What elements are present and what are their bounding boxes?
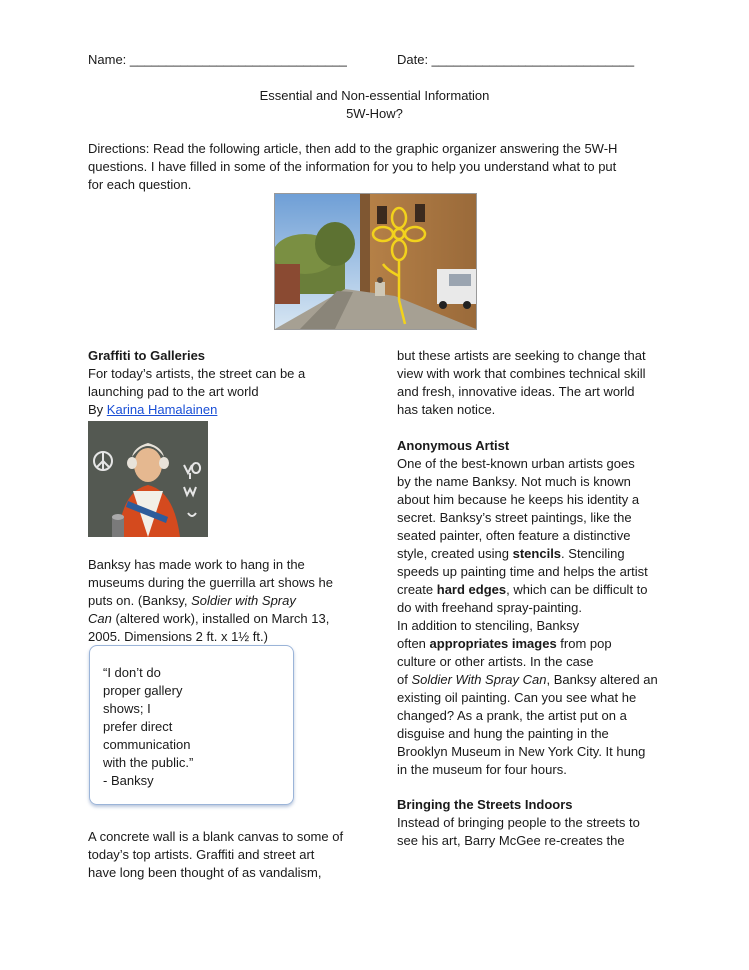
paragraph-line: disguise and hung the painting in the	[397, 726, 609, 741]
text: style, created using	[397, 546, 513, 561]
paragraph-line	[397, 545, 658, 563]
article-subtitle: launching pad to the art world	[88, 384, 259, 399]
paragraph-line: have long been thought of as vandalism,	[88, 865, 322, 880]
paragraph-line: today’s top artists. Graffiti and street art	[88, 847, 315, 862]
directions-line: Directions: Read the following article, then add to the graphic organizer answering the 5W-H	[88, 141, 618, 156]
paragraph-line: but these artists are seeking to change that	[397, 348, 646, 363]
paragraph-line: do with freehand spray-painting.	[397, 600, 583, 615]
article-title: Graffiti to Galleries	[88, 348, 206, 363]
intro-paragraph	[88, 828, 343, 882]
paragraph-line	[397, 581, 658, 599]
paragraph-line: about him because he keeps his identity a	[397, 492, 640, 507]
name-field-label: Name: ______________________________	[88, 52, 347, 67]
text: from pop	[556, 636, 612, 651]
banksy-quote-box	[89, 645, 294, 805]
bringing-streets-heading: Bringing the Streets Indoors	[397, 797, 573, 812]
text: , Banksy altered an	[546, 672, 658, 687]
paragraph-line: In addition to stenciling, Banksy	[397, 618, 580, 633]
paragraph-line: by the name Banksy. Not much is known	[397, 474, 631, 489]
quote-line: communication	[103, 737, 191, 752]
artwork-title: Soldier With Spray Can	[411, 672, 547, 687]
caption-line	[88, 610, 333, 628]
text: create	[397, 582, 437, 597]
date-field-label: Date: ____________________________	[397, 52, 635, 67]
quote-line: “I don’t do	[103, 665, 161, 680]
paragraph-line: secret. Banksy’s street paintings, like the	[397, 510, 632, 525]
caption-artwork-title: Can	[88, 611, 112, 626]
author-link[interactable]: Karina Hamalainen	[106, 402, 218, 417]
text: often	[397, 636, 430, 651]
caption-line: 2005. Dimensions 2 ft. x 1½ ft.)	[88, 629, 268, 644]
quote-line: proper gallery	[103, 683, 183, 698]
quote-line: with the public.”	[103, 755, 194, 770]
anonymous-artist-paragraph	[397, 455, 658, 779]
anonymous-artist-heading: Anonymous Artist	[397, 438, 510, 453]
directions-line: for each question.	[88, 177, 192, 192]
caption-line: museums during the guerrilla art shows he	[88, 575, 333, 590]
key-term-appropriates-images: appropriates images	[429, 636, 557, 651]
text: , which can be difficult to	[506, 582, 648, 597]
quote-line: shows; I	[103, 701, 151, 716]
text: . Stenciling	[561, 546, 625, 561]
worksheet-subtitle: 5W-How?	[346, 106, 403, 121]
paragraph-line: Instead of bringing people to the streets to	[397, 815, 640, 830]
paragraph-line: and fresh, innovative ideas. The art world	[397, 384, 635, 399]
caption-artwork-title: Soldier with Spray	[191, 593, 296, 608]
directions-line: questions. I have filled in some of the information for you to help you understand what to put	[88, 159, 617, 174]
caption-text: puts on. (Banksy,	[88, 593, 192, 608]
bringing-streets-paragraph	[397, 814, 640, 850]
worksheet-title: Essential and Non-essential Information	[259, 88, 490, 103]
key-term-hard-edges: hard edges	[436, 582, 507, 597]
byline	[88, 401, 217, 419]
caption-text: (altered work), installed on March 13,	[111, 611, 330, 626]
paragraph-line: has taken notice.	[397, 402, 496, 417]
directions	[88, 140, 617, 194]
article-subtitle: For today’s artists, the street can be a	[88, 366, 306, 381]
paragraph-line: existing oil painting. Can you see what he	[397, 690, 637, 705]
paragraph-line: changed? As a prank, the artist put on a	[397, 708, 627, 723]
paragraph-line: view with work that combines technical skill	[397, 366, 646, 381]
paragraph-line: in the museum for four hours.	[397, 762, 567, 777]
paragraph-line: culture or other artists. In the case	[397, 654, 594, 669]
paragraph-line: A concrete wall is a blank canvas to some of	[88, 829, 344, 844]
paragraph-line	[397, 635, 658, 653]
image-caption	[88, 556, 333, 646]
caption-line: Banksy has made work to hang in the	[88, 557, 305, 572]
caption-line	[88, 592, 333, 610]
paragraph-line: seated painter, often feature a distinctive	[397, 528, 631, 543]
quote-attribution: - Banksy	[103, 773, 154, 788]
quote-line: prefer direct	[103, 719, 173, 734]
paragraph-line	[397, 671, 658, 689]
key-term-stencils: stencils	[512, 546, 562, 561]
street-flower-photo	[274, 193, 477, 330]
text: of	[397, 672, 412, 687]
soldier-with-spray-can-image	[88, 421, 208, 537]
paragraph-line: Brooklyn Museum in New York City. It hung	[397, 744, 646, 759]
paragraph-line: speeds up painting time and helps the artist	[397, 564, 648, 579]
paragraph-line: One of the best-known urban artists goes	[397, 456, 635, 471]
paragraph-line: see his art, Barry McGee re-creates the	[397, 833, 625, 848]
right-intro-paragraph	[397, 347, 646, 419]
byline-prefix: By	[88, 402, 107, 417]
